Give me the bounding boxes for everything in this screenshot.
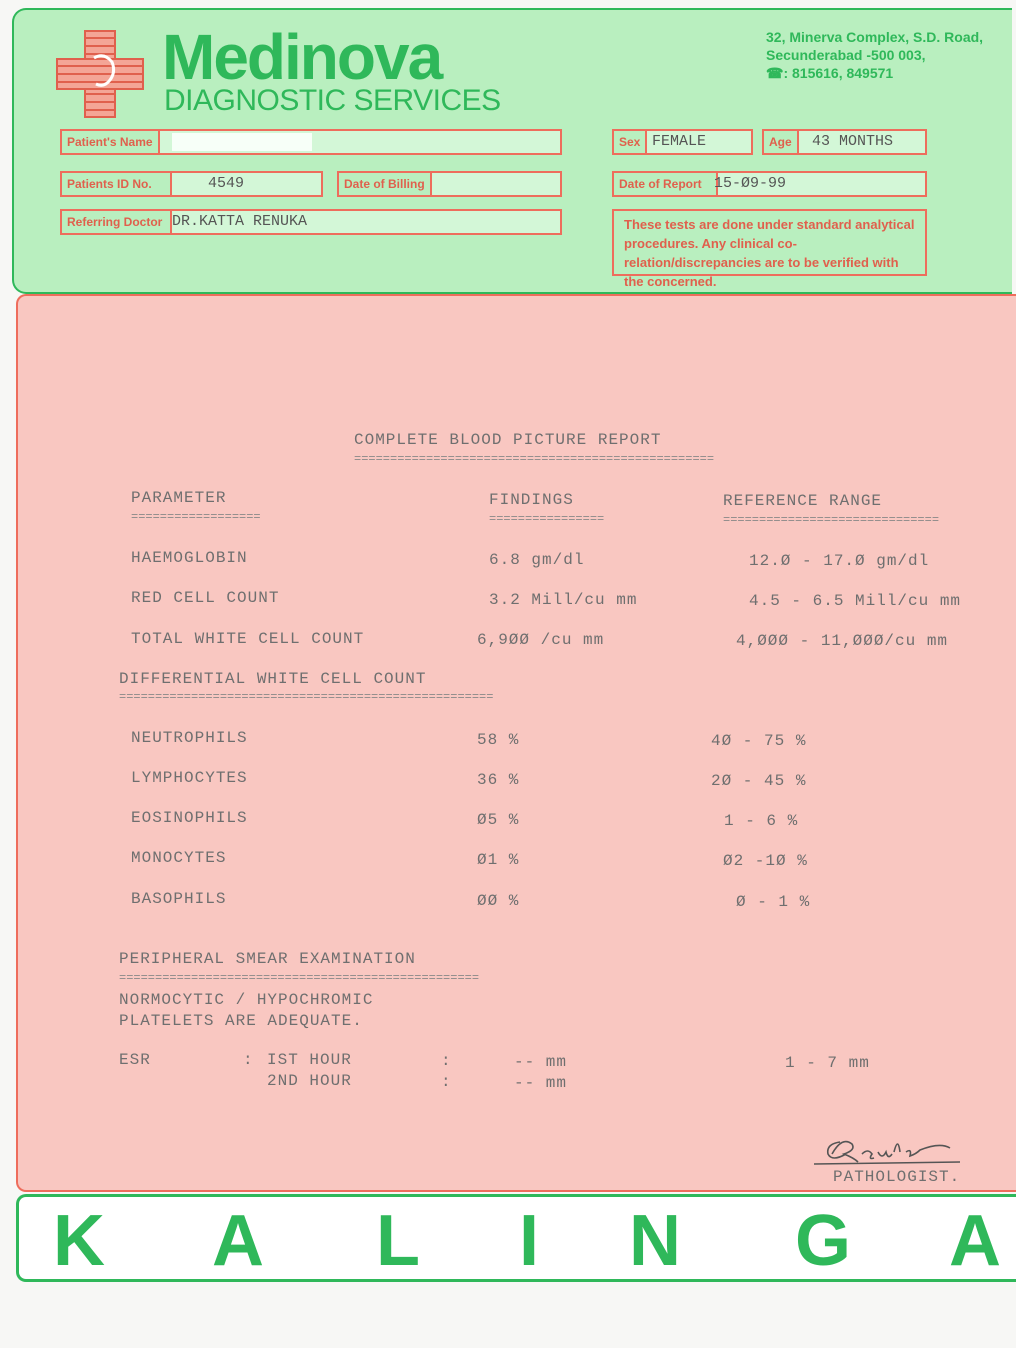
billing-date-field	[337, 171, 562, 197]
esr-separator: :	[441, 1052, 452, 1070]
age-field	[762, 129, 927, 155]
diff-finding: 58 %	[477, 731, 520, 749]
esr-colon: :	[243, 1051, 254, 1069]
diff-reference: Ø2 -1Ø %	[723, 852, 808, 870]
esr-reference: 1 - 7 mm	[785, 1054, 870, 1072]
field-label: Date of Billing	[339, 173, 432, 195]
row-reference: 4.5 - 6.5 Mill/cu mm	[749, 592, 962, 610]
esr-separator: :	[441, 1073, 452, 1091]
differential-title: DIFFERENTIAL WHITE CELL COUNT	[119, 670, 427, 688]
diff-finding: Ø5 %	[477, 811, 520, 829]
footer-letter: G	[795, 1201, 852, 1281]
diff-reference: 2Ø - 45 %	[711, 772, 807, 790]
header-underline: ==============================	[723, 513, 940, 527]
row-finding: 6.8 gm/dl	[489, 551, 585, 569]
field-label: Sex	[614, 131, 647, 153]
row-finding: 6,9ØØ /cu mm	[477, 631, 605, 649]
report-date-field	[612, 171, 927, 197]
field-value: DR.KATTA RENUKA	[172, 213, 308, 230]
patient-name-field	[60, 129, 562, 155]
diff-finding: ØØ %	[477, 892, 520, 910]
field-label: Date of Report	[614, 173, 718, 195]
footer-band	[16, 1194, 1016, 1282]
diff-parameter: EOSINOPHILS	[131, 809, 248, 827]
footer-letter: I	[519, 1201, 540, 1281]
smear-title: PERIPHERAL SMEAR EXAMINATION	[119, 950, 416, 968]
diff-reference: Ø - 1 %	[736, 893, 811, 911]
redacted-block	[172, 133, 312, 151]
column-header-parameter: PARAMETER	[131, 489, 227, 507]
patient-id-field	[60, 171, 323, 197]
footer-letter: L	[376, 1201, 420, 1281]
row-reference: 12.Ø - 17.Ø gm/dl	[749, 552, 930, 570]
diff-parameter: LYMPHOCYTES	[131, 769, 248, 787]
diff-finding: 36 %	[477, 771, 520, 789]
address-line: 32, Minerva Complex, S.D. Road,	[766, 29, 984, 45]
address-line: Secunderabad -500 003,	[766, 47, 926, 63]
field-label: Patient's Name	[62, 131, 160, 153]
field-value: 43 MONTHS	[812, 133, 894, 150]
brand-subtitle: DIAGNOSTIC SERVICES	[164, 84, 501, 117]
esr-label: ESR	[119, 1051, 151, 1069]
phone-line: ☎: 815616, 849571	[766, 65, 894, 81]
row-parameter: TOTAL WHITE CELL COUNT	[131, 630, 365, 648]
diff-parameter: BASOPHILS	[131, 890, 227, 908]
diff-reference: 4Ø - 75 %	[711, 732, 807, 750]
disclaimer-box: These tests are done under standard analytical procedures. Any clinical co-relation/discrepancies are to be verified with the concerned.	[612, 209, 927, 276]
footer-letter: K	[53, 1201, 105, 1281]
esr-value: -- mm	[514, 1053, 568, 1071]
footer-letter: A	[949, 1201, 1001, 1281]
medical-cross-icon	[56, 30, 144, 118]
section-underline: ==================================================	[119, 971, 480, 985]
diff-reference: 1 - 6 %	[724, 812, 799, 830]
diff-finding: Ø1 %	[477, 851, 520, 869]
esr-hour-2: 2ND HOUR	[267, 1072, 352, 1090]
footer-letter: A	[212, 1201, 264, 1281]
field-label: Age	[764, 131, 799, 153]
esr-hour-1: IST HOUR	[267, 1051, 352, 1069]
row-parameter: HAEMOGLOBIN	[131, 549, 248, 567]
header-underline: ================	[489, 512, 605, 526]
esr-value: -- mm	[514, 1074, 568, 1092]
brand-name: Medinova	[162, 21, 442, 93]
signature-title: PATHOLOGIST.	[833, 1168, 961, 1186]
header-underline: ==================	[131, 510, 261, 524]
smear-line: PLATELETS ARE ADEQUATE.	[119, 1012, 363, 1030]
sex-field	[612, 129, 753, 155]
field-label: Referring Doctor	[62, 211, 172, 233]
field-value: FEMALE	[652, 133, 707, 150]
diff-parameter: MONOCYTES	[131, 849, 227, 867]
smear-line: NORMOCYTIC / HYPOCHROMIC	[119, 991, 374, 1009]
signature	[810, 1132, 970, 1172]
row-reference: 4,ØØØ - 11,ØØØ/cu mm	[736, 632, 949, 650]
footer-letter: N	[629, 1201, 681, 1281]
column-header-reference: REFERENCE RANGE	[723, 492, 883, 510]
title-underline: ==================================================	[354, 452, 715, 466]
address-block	[766, 28, 983, 82]
field-value: 15-Ø9-99	[714, 175, 787, 192]
row-finding: 3.2 Mill/cu mm	[489, 591, 638, 609]
field-label: Patients ID No.	[62, 173, 172, 195]
report-title: COMPLETE BLOOD PICTURE REPORT	[354, 431, 662, 449]
column-header-findings: FINDINGS	[489, 491, 574, 509]
field-value: 4549	[208, 175, 245, 192]
section-underline: ====================================================	[119, 690, 494, 704]
referring-doctor-field	[60, 209, 562, 235]
diff-parameter: NEUTROPHILS	[131, 729, 248, 747]
row-parameter: RED CELL COUNT	[131, 589, 280, 607]
